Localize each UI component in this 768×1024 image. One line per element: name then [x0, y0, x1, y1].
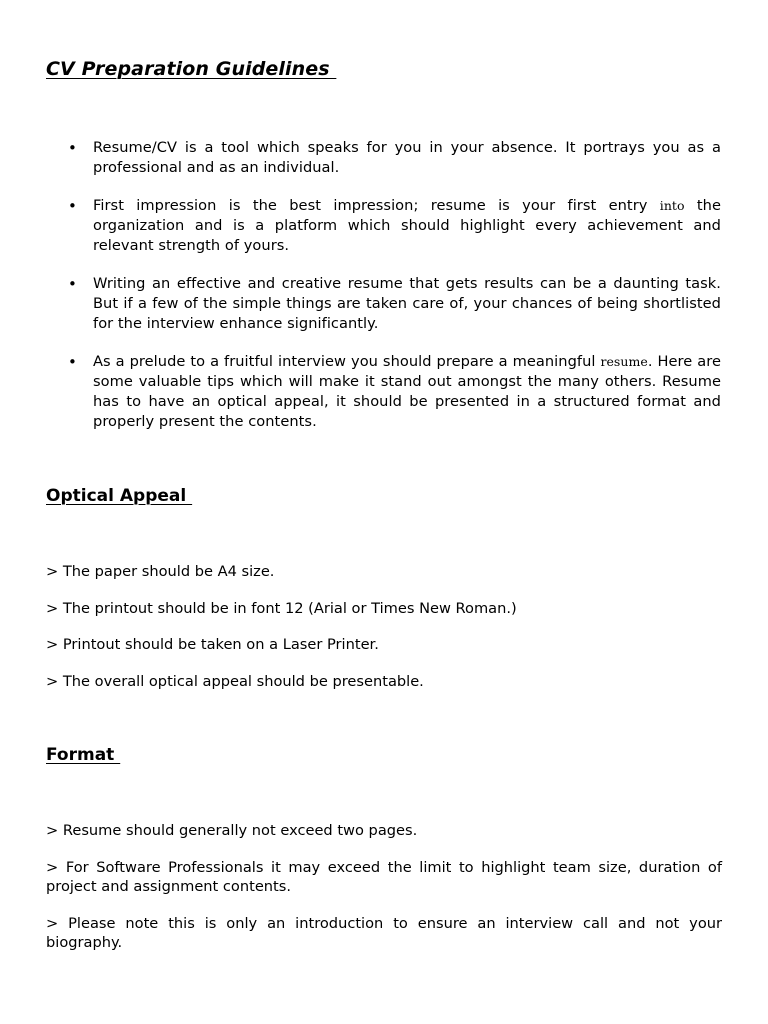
- intro-bullet-item: [68, 196, 722, 256]
- intro-bullet-item: [68, 274, 721, 334]
- intro-bullet-item: [68, 138, 721, 178]
- optical-appeal-heading: Optical Appeal: [46, 486, 193, 506]
- bullet-dot: •: [68, 353, 77, 371]
- bullet-serif-word: into: [659, 198, 685, 213]
- list-item: > Resume should generally not exceed two pages.: [46, 822, 418, 839]
- intro-bullet-list: [0, 138, 768, 450]
- list-item: > Please note this is only an introduction to ensure an interview call and not your biography.: [46, 914, 722, 951]
- bullet-text: [93, 197, 721, 254]
- bullet-text-part: the organization and is a platform which should highlight every achievement and relevant strength of yours.: [93, 197, 722, 254]
- format-heading: Format: [46, 745, 121, 765]
- list-item: > The printout should be in font 12 (Arial or Times New Roman.): [46, 599, 517, 617]
- bullet-text: [93, 353, 721, 430]
- list-item: > The paper should be A4 size.: [46, 563, 275, 580]
- bullet-text-part: As a prelude to a fruitful interview you should prepare a meaningful: [93, 353, 601, 370]
- bullet-dot: •: [68, 197, 77, 215]
- bullet-dot: •: [68, 139, 77, 157]
- bullet-text-part: . Here are some valuable tips which will make it stand out amongst the many others. Resume has to have an optical appeal, it should be presented in a structured format and properly present the contents.: [93, 353, 721, 430]
- list-item: > Printout should be taken on a Laser Printer.: [46, 636, 379, 653]
- bullet-text: Writing an effective and creative resume that gets results can be a daunting task. But if a few of the simple things are taken care of, your chances of being shortlisted for the interview enhance significantly.: [93, 275, 721, 332]
- list-item: > The overall optical appeal should be presentable.: [46, 672, 424, 690]
- bullet-serif-word: resume: [600, 354, 648, 369]
- document-title: CV Preparation Guidelines: [46, 58, 337, 80]
- format-list: [46, 821, 722, 970]
- bullet-text: Resume/CV is a tool which speaks for you in your absence. It portrays you as a professional and as an individual.: [93, 139, 721, 176]
- list-item: > For Software Professionals it may exceed the limit to highlight team size, duration of project and assignment contents.: [46, 858, 722, 895]
- intro-bullet-item: [68, 352, 721, 432]
- bullet-text-part: First impression is the best impression; resume is your first entry: [93, 197, 660, 214]
- bullet-dot: •: [68, 275, 77, 293]
- optical-appeal-list: [46, 562, 722, 708]
